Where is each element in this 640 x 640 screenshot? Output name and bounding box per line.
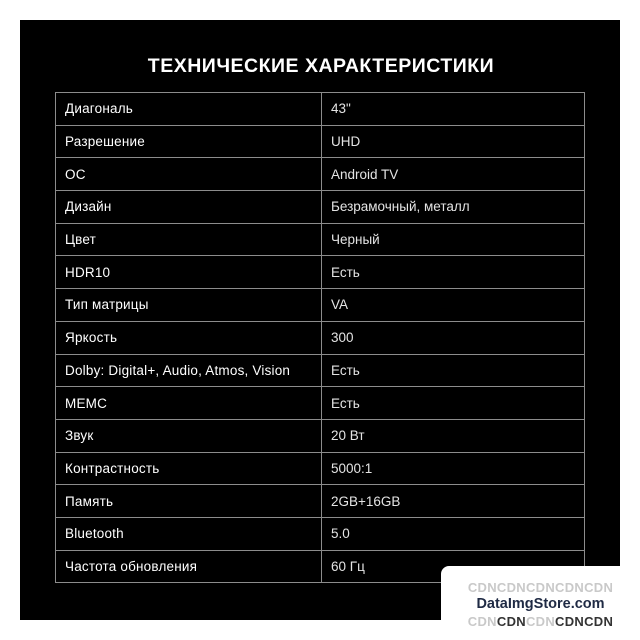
spec-value: 2GB+16GB bbox=[322, 485, 585, 518]
watermark-part: CDN bbox=[584, 614, 614, 629]
table-row bbox=[56, 289, 585, 322]
spec-value: 20 Вт bbox=[322, 419, 585, 452]
spec-value: Черный bbox=[322, 223, 585, 256]
spec-label: Дизайн bbox=[56, 191, 322, 224]
spec-value: Есть bbox=[322, 256, 585, 289]
table-row bbox=[56, 387, 585, 420]
spec-label: Яркость bbox=[56, 321, 322, 354]
spec-value: 5000:1 bbox=[322, 452, 585, 485]
spec-label: Цвет bbox=[56, 223, 322, 256]
table-row bbox=[56, 354, 585, 387]
watermark bbox=[441, 566, 640, 640]
watermark-site-name: DataImgStore.com bbox=[476, 596, 605, 612]
spec-label: Разрешение bbox=[56, 125, 322, 158]
watermark-part: CDN bbox=[467, 614, 497, 629]
spec-label: Контрастность bbox=[56, 452, 322, 485]
table-row bbox=[56, 158, 585, 191]
spec-value: UHD bbox=[322, 125, 585, 158]
specs-table-body bbox=[56, 93, 585, 583]
table-row bbox=[56, 452, 585, 485]
table-row bbox=[56, 321, 585, 354]
spec-value: Безрамочный, металл bbox=[322, 191, 585, 224]
spec-value: Есть bbox=[322, 387, 585, 420]
spec-value: VA bbox=[322, 289, 585, 322]
page-title: ТЕХНИЧЕСКИЕ ХАРАКТЕРИСТИКИ bbox=[147, 55, 495, 77]
table-row bbox=[56, 419, 585, 452]
table-row bbox=[56, 517, 585, 550]
spec-label: Тип матрицы bbox=[56, 289, 322, 322]
spec-label: Диагональ bbox=[56, 93, 322, 126]
spec-label: Частота обновления bbox=[56, 550, 322, 583]
spec-value: Есть bbox=[322, 354, 585, 387]
table-row bbox=[56, 125, 585, 158]
spec-value: 43" bbox=[322, 93, 585, 126]
specs-table bbox=[55, 92, 585, 583]
spec-label: Память bbox=[56, 485, 322, 518]
watermark-part: CDN bbox=[555, 614, 585, 629]
spec-label: Bluetooth bbox=[56, 517, 322, 550]
spec-label: ОС bbox=[56, 158, 322, 191]
watermark-part: CDN bbox=[496, 614, 526, 629]
table-row bbox=[56, 223, 585, 256]
table-row bbox=[56, 191, 585, 224]
spec-label: HDR10 bbox=[56, 256, 322, 289]
spec-value: 300 bbox=[322, 321, 585, 354]
spec-label: MEMC bbox=[56, 387, 322, 420]
watermark-line-3 bbox=[441, 614, 640, 629]
spec-value: 5.0 bbox=[322, 517, 585, 550]
watermark-line-1: CDNCDNCDNCDNCDN bbox=[467, 580, 614, 595]
spec-value: 60 Гц bbox=[322, 550, 585, 583]
spec-label: Dolby: Digital+, Audio, Atmos, Vision bbox=[56, 354, 322, 387]
table-row bbox=[56, 485, 585, 518]
table-row bbox=[56, 93, 585, 126]
spec-label: Звук bbox=[56, 419, 322, 452]
spec-value: Android TV bbox=[322, 158, 585, 191]
table-row bbox=[56, 256, 585, 289]
watermark-part: CDN bbox=[525, 614, 556, 629]
